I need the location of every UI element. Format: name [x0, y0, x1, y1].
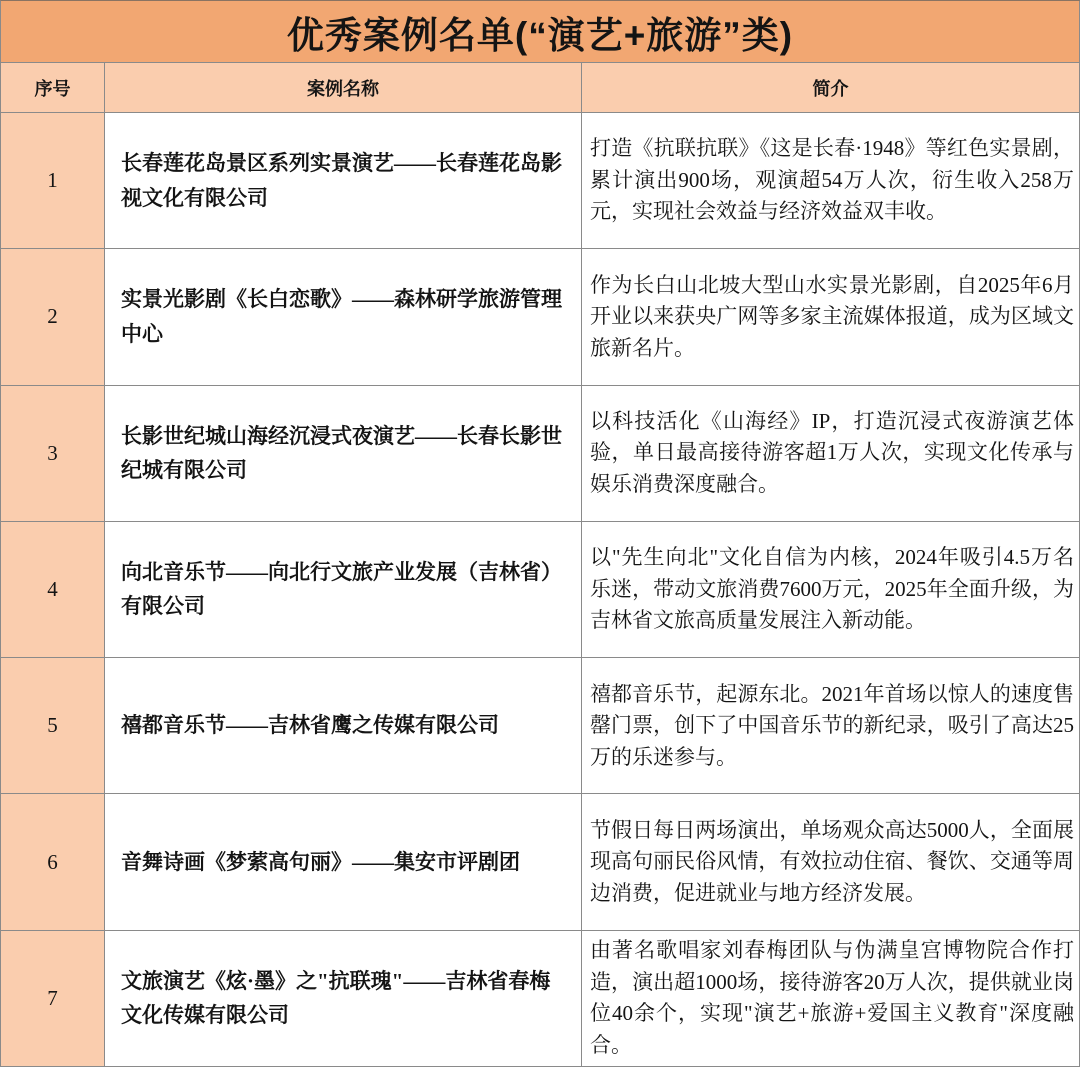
case-name: 禧都音乐节——吉林省鹰之传媒有限公司 [105, 658, 582, 794]
case-summary: 由著名歌唱家刘春梅团队与伪满皇宫博物院合作打造，演出超1000场，接待游客20万人次，提供就业岗位40余个，实现"演艺+旅游+爱国主义教育"深度融合。 [582, 931, 1080, 1067]
case-summary: 禧都音乐节，起源东北。2021年首场以惊人的速度售罄门票，创下了中国音乐节的新纪录，吸引了高达25万的乐迷参与。 [582, 658, 1080, 794]
row-number: 2 [1, 249, 105, 385]
case-summary: 节假日每日两场演出，单场观众高达5000人，全面展现高句丽民俗风情，有效拉动住宿、餐饮、交通等周边消费，促进就业与地方经济发展。 [582, 794, 1080, 930]
case-name: 音舞诗画《梦萦高句丽》——集安市评剧团 [105, 794, 582, 930]
table-title: 优秀案例名单(“演艺+旅游”类) [1, 1, 1080, 63]
row-number: 4 [1, 522, 105, 658]
case-name: 向北音乐节——向北行文旅产业发展（吉林省）有限公司 [105, 522, 582, 658]
case-summary: 以科技活化《山海经》IP，打造沉浸式夜游演艺体验，单日最高接待游客超1万人次，实现文化传承与娱乐消费深度融合。 [582, 386, 1080, 522]
case-name: 文旅演艺《炫·墨》之"抗联瑰"——吉林省春梅文化传媒有限公司 [105, 931, 582, 1067]
column-header-summary: 简介 [582, 63, 1080, 113]
row-number: 6 [1, 794, 105, 930]
case-summary: 打造《抗联抗联》《这是长春·1948》等红色实景剧，累计演出900场，观演超54万人次，衍生收入258万元，实现社会效益与经济效益双丰收。 [582, 113, 1080, 249]
row-number: 1 [1, 113, 105, 249]
case-summary: 以"先生向北"文化自信为内核，2024年吸引4.5万名乐迷，带动文旅消费7600万元，2025年全面升级，为吉林省文旅高质量发展注入新动能。 [582, 522, 1080, 658]
row-number: 3 [1, 386, 105, 522]
column-header-no: 序号 [1, 63, 105, 113]
case-summary: 作为长白山北坡大型山水实景光影剧，自2025年6月开业以来获央广网等多家主流媒体报道，成为区域文旅新名片。 [582, 249, 1080, 385]
row-number: 7 [1, 931, 105, 1067]
case-name: 长春莲花岛景区系列实景演艺——长春莲花岛影视文化有限公司 [105, 113, 582, 249]
case-name: 实景光影剧《长白恋歌》——森林研学旅游管理中心 [105, 249, 582, 385]
row-number: 5 [1, 658, 105, 794]
column-header-case-name: 案例名称 [105, 63, 582, 113]
case-name: 长影世纪城山海经沉浸式夜演艺——长春长影世纪城有限公司 [105, 386, 582, 522]
